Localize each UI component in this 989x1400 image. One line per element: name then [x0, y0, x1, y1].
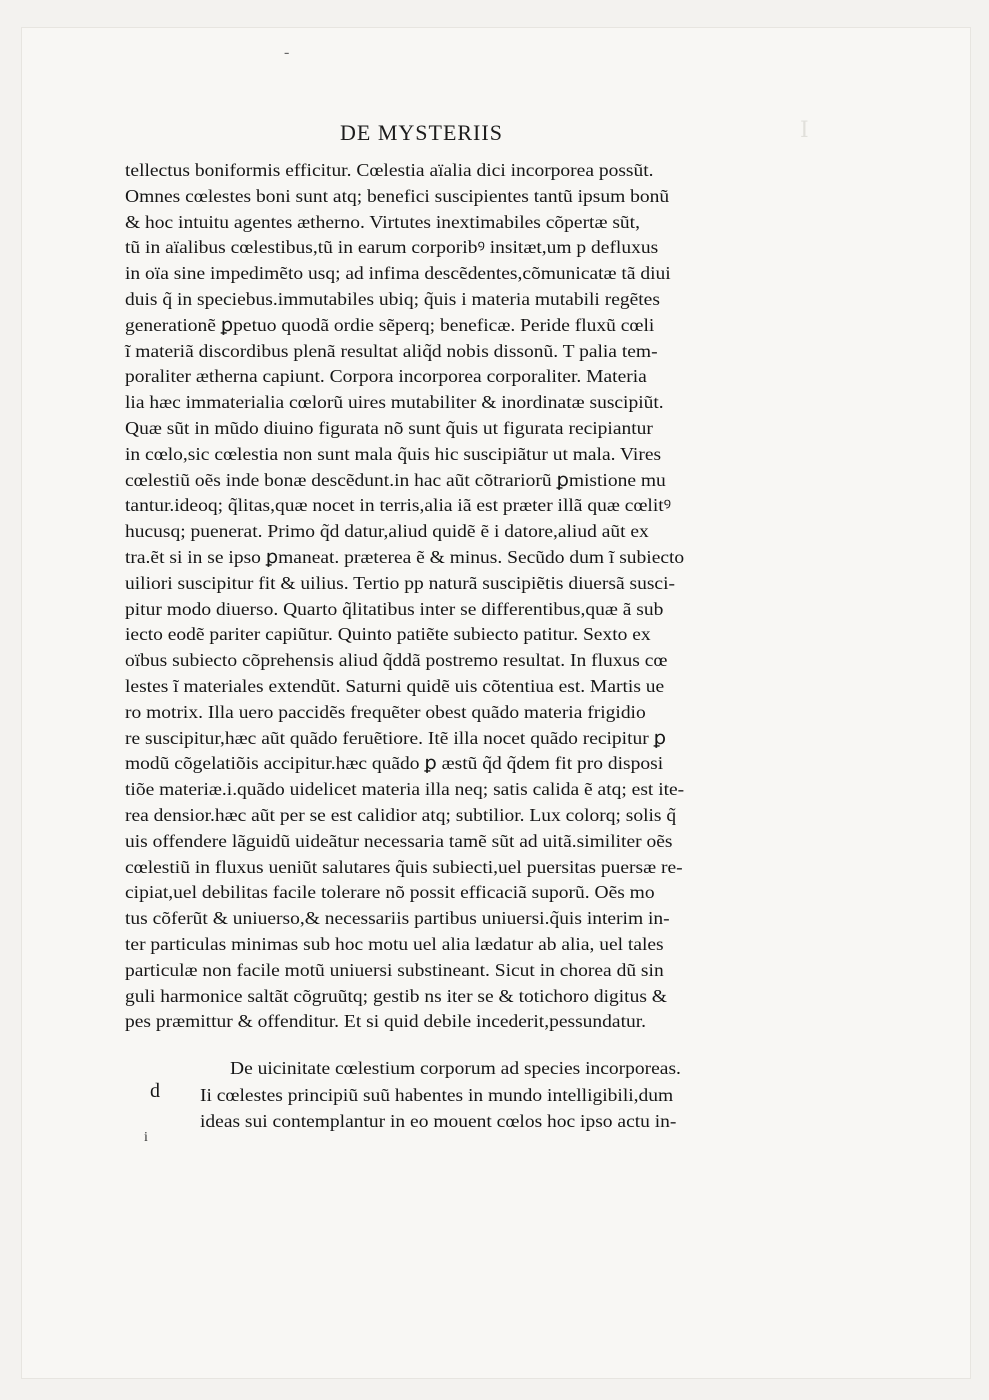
running-header: DE MYSTERIIS — [340, 120, 503, 145]
text-line: in cœlo,sic cœlestia non sunt mala q̃uis hic suscipiãtur ut mala. Vires — [125, 443, 662, 464]
text-line: duis q̃ in speciebus.immutabiles ubiq; q̃uis i materia mutabili regẽtes — [125, 288, 660, 309]
text-line: rea densior.hæc aũt per se est calidior atq; subtilior. Lux colorq; solis q̃ — [125, 804, 677, 825]
text-line: uis offendere lãguidũ uideãtur necessaria tamẽ sũt ad uitã.similiter oẽs — [125, 830, 673, 851]
text-line: tũ in aïalibus cœlestibus,tũ in earum corporibꝰ insitæt,um p defluxus — [125, 237, 659, 258]
text-line: cœlestiũ oẽs inde bonæ descẽdunt.in hac aũt cõtrariorũ ꝑmistione mu — [125, 469, 666, 490]
top-speck-mark: - — [284, 44, 290, 61]
text-line: hucusq; puenerat. Primo q̃d datur,aliud quidẽ ẽ i datore,aliud aũt ex — [125, 521, 649, 542]
marginal-mark: i — [144, 1130, 148, 1145]
bleed-through-text: I — [800, 118, 809, 143]
text-line: guli harmonice saltãt cõgruũtq; gestib ns iter se & totichoro digitus & — [125, 985, 667, 1006]
text-line: lia hæc immaterialia cœlorũ uires mutabiliter & inordinatæ suscipiũt. — [125, 392, 664, 413]
text-line: oïbus subiecto cõprehensis aliud q̃ddã postremo resultat. In fluxus cœ — [125, 650, 668, 671]
text-line: modũ cõgelatiõis accipitur.hæc quãdo ꝑ æstũ q̃d q̃dem fit pro disposi — [125, 753, 664, 774]
text-line: in oïa sine impedimẽto usq; ad infima descẽdentes,cõmunicatæ tã diui — [125, 263, 671, 284]
text-line: particulæ non facile motũ uniuersi substineant. Sicut in chorea dũ sin — [125, 959, 664, 980]
text-line: tiõe materiæ.i.quãdo uidelicet materia illa neq; satis calida ẽ atq; est ite- — [125, 779, 685, 800]
text-line: cœlestiũ in fluxus ueniũt salutares q̃uis subiecti,uel puersitas puersæ re- — [125, 856, 683, 877]
text-line: & hoc intuitu agentes ætherno. Virtutes inextimabiles cõpertæ sũt, — [125, 211, 640, 232]
text-line: re suscipitur,hæc aũt quãdo feruẽtiore. Itẽ illa nocet quãdo recipitur ꝑ — [125, 727, 666, 748]
text-line: iecto eodẽ pariter capiũtur. Quinto patiẽte subiecto patitur. Sexto ex — [125, 624, 651, 645]
text-line: Ii cœlestes principiũ suũ habentes in mundo intelligibili,dum — [200, 1085, 674, 1105]
text-line: pes præmittur & offenditur. Et si quid debile incederit,pessundatur. — [125, 1011, 647, 1032]
text-line: tus cõferũt & uniuerso,& necessariis partibus uniuersi.q̃uis interim in- — [125, 908, 670, 929]
guide-letter: d — [150, 1080, 160, 1102]
text-line: ro motrix. Illa uero paccidẽs frequẽter obest quãdo materia frigidio — [125, 701, 646, 722]
text-line: lestes ĩ materiales extendũt. Saturni quidẽ uis cõtentiua est. Martis ue — [125, 675, 665, 696]
text-line: cipiat,uel debilitas facile tolerare nõ possit efficaciã suporũ. Oẽs mo — [125, 882, 655, 903]
body-text — [125, 158, 760, 1035]
text-line: Omnes cœlestes boni sunt atq; benefici suscipientes tantũ ipsum bonũ — [125, 185, 670, 206]
section-subheading: De uicinitate cœlestium corporum ad species incorporeas. — [230, 1058, 681, 1078]
text-line: tellectus boniformis efficitur. Cœlestia aïalia dici incorporea possũt. — [125, 160, 654, 180]
text-line: pitur modo diuerso. Quarto q̃litatibus inter se differentibus,quæ ã sub — [125, 598, 664, 619]
text-line: ĩ materiã discordibus plenã resultat aliq̃d nobis dissonũ. T palia tem- — [125, 340, 658, 361]
text-line: ter particulas minimas sub hoc motu uel alia lædatur ab alia, uel tales — [125, 933, 664, 954]
text-line: tra.ẽt si in se ipso ꝑmaneat. præterea ẽ & minus. Secũdo dum ĩ subiecto — [125, 546, 685, 567]
text-line: tantur.ideoq; q̃litas,quæ nocet in terris,alia iã est præter illã quæ cœlitꝰ — [125, 495, 672, 516]
text-line: generationẽ ꝑpetuo quodã ordie sẽperq; beneficæ. Peride fluxũ cœli — [125, 314, 655, 335]
text-line: ideas sui contemplantur in eo mouent cœlos hoc ipso actu in- — [200, 1110, 677, 1131]
text-line: uiliori suscipitur fit & uilius. Tertio pp naturã suscipiẽtis diuersã susci- — [125, 572, 676, 593]
text-line: poraliter ætherna capiunt. Corpora incorporea corporaliter. Materia — [125, 366, 647, 387]
final-text-lines — [200, 1083, 755, 1135]
text-line: Quæ sũt in mũdo diuino figurata nõ sunt q̃uis ut figurata recipiantur — [125, 417, 653, 438]
